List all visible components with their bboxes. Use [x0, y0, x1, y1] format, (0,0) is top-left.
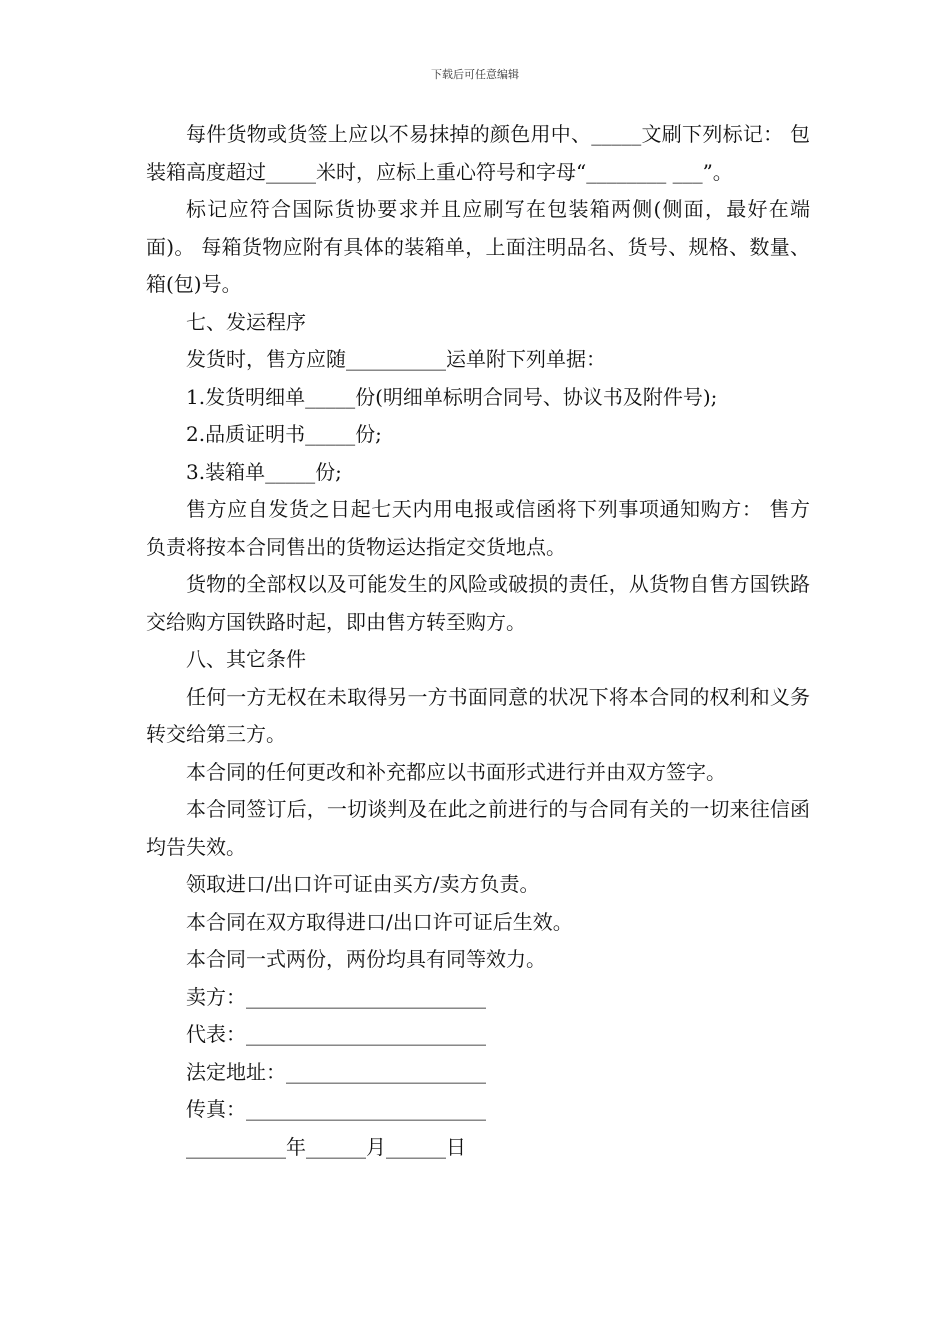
paragraph-prior-correspondence: 本合同签订后，一切谈判及在此之前进行的与合同有关的一切来往信函均告失效。: [146, 797, 810, 859]
document-body: [146, 116, 810, 1166]
paragraph-marking: 每件货物或货签上应以不易抹掉的颜色用中、_____文刷下列标记： 包装箱高度超过_____米时，应标上重心符号和字母“________ ___”。: [146, 122, 810, 184]
signature-fax: 传真：________________________: [186, 1097, 486, 1121]
list-item-packing-list: 3.装箱单_____份;: [186, 459, 342, 484]
list-item-delivery-detail: 1.发货明细单_____份(明细单标明合同号、协议书及附件号);: [186, 384, 718, 409]
paragraph-marking-standard: 标记应符合国际货协要求并且应刷写在包装箱两侧(侧面，最好在端面)。 每箱货物应附有具体的装箱单，上面注明品名、货号、规格、数量、箱(包)号。: [146, 197, 810, 296]
paragraph-amendments: 本合同的任何更改和补充都应以书面形式进行并由双方签字。: [186, 759, 726, 784]
page-header: 下载后可任意编辑: [431, 68, 519, 81]
signature-seller: 卖方：________________________: [186, 984, 486, 1009]
signature-legal-address: 法定地址：____________________: [186, 1059, 486, 1084]
signature-date: __________年______月______日: [186, 1134, 466, 1159]
paragraph-effectiveness: 本合同在双方取得进口/出口许可证后生效。: [186, 909, 573, 934]
paragraph-license-responsibility: 领取进口/出口许可证由买方/卖方负责。: [186, 872, 540, 896]
paragraph-copies: 本合同一式两份，两份均具有同等效力。: [186, 947, 546, 971]
paragraph-risk-transfer: 货物的全部权以及可能发生的风险或破损的责任，从货物自售方国铁路交给购方国铁路时起，即由售方转至购方。: [146, 572, 810, 634]
paragraph-shipping-docs: 发货时，售方应随__________运单附下列单据：: [186, 347, 606, 371]
paragraph-notification: 售方应自发货之日起七天内用电报或信函将下列事项通知购方： 售方负责将按本合同售出的货物运达指定交货地点。: [146, 497, 810, 559]
signature-representative: 代表：________________________: [186, 1022, 486, 1046]
list-item-quality-certificate: 2.品质证明书_____份;: [186, 422, 382, 446]
section-heading-other: 八、其它条件: [186, 647, 306, 671]
paragraph-assignment: 任何一方无权在未取得另一方书面同意的状况下将本合同的权利和义务转交给第三方。: [146, 684, 810, 746]
section-heading-shipping: 七、发运程序: [186, 309, 306, 334]
